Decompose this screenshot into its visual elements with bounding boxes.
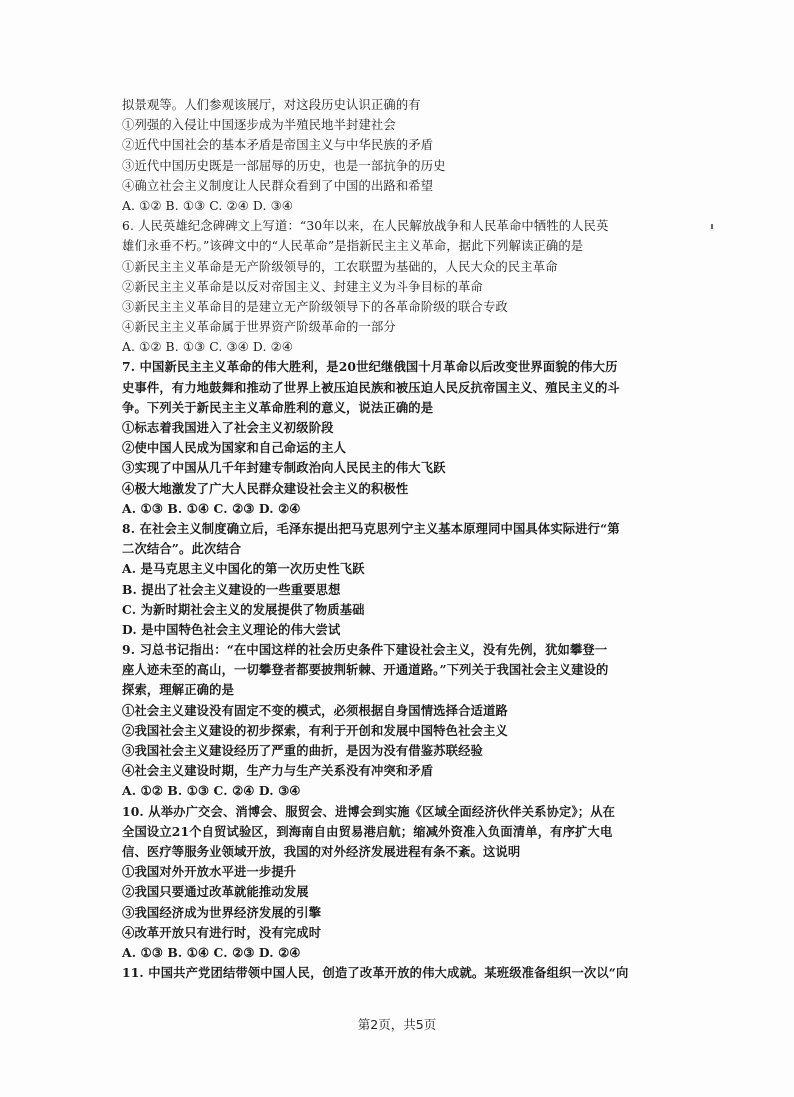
scan-mark [711,224,713,229]
text-line: ③新民主主义革命目的是建立无产阶级领导下的各革命阶级的联合专政 [122,299,508,314]
text-line: ④新民主主义革命属于世界资产阶级革命的一部分 [122,320,396,335]
question-9-stem: 9. 习总书记指出：“在中国这样的社会历史条件下建设社会主义，没有先例，犹如攀登一 [122,642,608,658]
text-line: ①标志着我国进入了社会主义初级阶段 [122,420,334,435]
text-line: ②使中国人民成为国家和自己命运的主人 [122,440,347,456]
text-line: ④社会主义建设时期，生产力与生产关系没有冲突和矛盾 [122,763,434,779]
answer-options: A. ①② B. ①③ C. ②④ D. ③④ [122,783,301,799]
text-line: ④极大地激发了广大人民群众建设社会主义的积极性 [122,480,409,496]
text-line: ③我国社会主义建设经历了严重的曲折，是因为没有借鉴苏联经验 [122,743,483,758]
text-line: 全国设立21个自贸试验区，到海南自由贸易港启航；缩减外资准入负面清单，有序扩大电 [122,823,613,839]
question-text-block [122,95,670,983]
question-11-stem: 11. 中国共产党团结带领中国人民，创造了改革开放的伟大成就。某班级准备组织一次以“向 [122,965,629,981]
text-line: ①列强的入侵让中国逐步成为半殖民地半封建社会 [122,118,396,133]
text-line: ③近代中国历史既是一部屈辱的历史，也是一部抗争的历史 [122,158,446,173]
question-7-stem: 7. 中国新民主主义革命的伟大胜利，是20世纪继俄国十月革命以后改变世界面貌的伟大历 [122,359,618,375]
option-c: C. 为新时期社会主义的发展提供了物质基础 [122,601,365,617]
option-d: D. 是中国特色社会主义理论的伟大尝试 [122,621,341,637]
text-line: ④确立社会主义制度让人民群众看到了中国的出路和希望 [122,178,434,193]
answer-options: A. ①② B. ①③ C. ②④ D. ③④ [122,198,293,213]
text-line: ③实现了中国从几千年封建专制政治向人民民主的伟大飞跃 [122,460,446,476]
text-line: ③我国经济成为世界经济发展的引擎 [122,904,322,920]
text-line: ①新民主主义革命是无产阶级领导的，工农联盟为基础的，人民大众的民主革命 [122,259,558,274]
question-6-stem: 6. 人民英雄纪念碑碑文上写道：“30年以来，在人民解放战争和人民革命中牺牲的人民英 [122,219,609,234]
text-line: 史事件，有力地鼓舞和推动了世界上被压迫民族和被压迫人民反抗帝国主义、殖民主义的斗 [122,379,620,395]
text-line: ②近代中国社会的基本矛盾是帝国主义与中华民族的矛盾 [122,138,434,153]
text-line: 雄们永垂不朽。”该碑文中的“人民革命”是指新民主主义革命，据此下列解读正确的是 [122,239,584,254]
text-line: ②我国只要通过改革就能推动发展 [122,884,309,900]
text-line: 探索，理解正确的是 [122,682,235,698]
text-line: 信、医疗等服务业领域开放，我国的对外经济发展进程有条不紊。这说明 [122,843,521,859]
answer-options: A. ①② B. ①③ C. ③④ D. ②④ [122,340,293,355]
text-line: 拟景观等。人们参观该展厅，对这段历史认识正确的有 [122,98,421,112]
text-line: ④改革开放只有进行时，没有完成时 [122,924,322,940]
option-a: A. 是马克思主义中国化的第一次历史性飞跃 [122,561,365,577]
page-number: 第2页，共5页 [357,1017,437,1032]
text-line: ①我国对外开放水平进一步提升 [122,864,297,880]
text-line: 二次结合”。此次结合 [122,541,242,557]
answer-options: A. ①③ B. ①④ C. ②③ D. ②④ [122,944,301,960]
answer-options: A. ①③ B. ①④ C. ②③ D. ②④ [122,500,301,516]
question-8-stem: 8. 在社会主义制度确立后，毛泽东提出把马克思列宁主义基本原理同中国具体实际进行“第 [122,520,620,536]
text-line: 座人迹未至的高山，一切攀登者都要披荆斩棘、开通道路。”下列关于我国社会主义建设的 [122,662,609,678]
text-line: ②新民主主义革命是以反对帝国主义、封建主义为斗争目标的革命 [122,279,483,294]
text-line: 争。下列关于新民主主义革命胜利的意义，说法正确的是 [122,399,434,415]
question-10-stem: 10. 从举办广交会、消博会、服贸会、进博会到实施《区域全面经济伙伴关系协定》；从在 [122,803,616,819]
text-line: ②我国社会主义建设的初步探索，有利于开创和发展中国特色社会主义 [122,722,508,738]
text-line: ①社会主义建设没有固定不变的模式，必须根据自身国情选择合适道路 [122,702,508,718]
option-b: B. 提出了社会主义建设的一些重要思想 [122,581,341,597]
